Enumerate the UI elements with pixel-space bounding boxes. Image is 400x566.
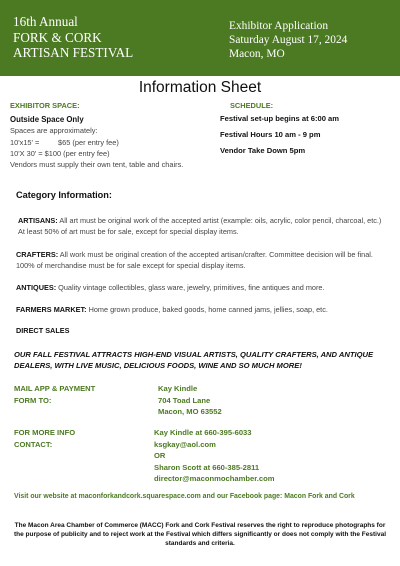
schedule-section bbox=[220, 114, 395, 162]
fee-row: 10'x15' = $65 (per entry fee) bbox=[10, 137, 119, 147]
fee-row: 10'X 30' = $100 (per entry fee) bbox=[10, 148, 110, 158]
crafters-paragraph: CRAFTERS: All work must be original creation of the accepted artisan/crafter. Committee decision will be final. 100% of merchandise must be for sale except for special display items. bbox=[16, 250, 373, 270]
schedule-heading: SCHEDULE: bbox=[230, 101, 274, 110]
mail-address: Kay Kindle 704 Toad Lane Macon, MO 63552 bbox=[158, 384, 222, 417]
farmers-market-paragraph: FARMERS MARKET: Home grown produce, baked goods, home canned jams, jellies, soap, etc. bbox=[16, 305, 328, 314]
approx-text: Spaces are approximately: bbox=[10, 126, 98, 136]
category-heading: Category Information: bbox=[16, 190, 112, 200]
direct-sales: DIRECT SALES bbox=[16, 326, 70, 335]
schedule-item: Festival Hours 10 am - 9 pm bbox=[220, 130, 321, 139]
exhibitor-space-section bbox=[10, 114, 230, 170]
vendor-note: Vendors must supply their own tent, table and chairs. bbox=[10, 160, 184, 170]
footer-disclaimer: The Macon Area Chamber of Commerce (MACC) Fork and Cork Festival reserves the right to reproduce photographs for the purpose of publicity and to reject work at the Festival which differs significantly or does not comply with the Festival standards and criteria. bbox=[14, 522, 387, 548]
mail-label: MAIL APP & PAYMENT FORM TO: bbox=[14, 384, 96, 405]
antiques-paragraph: ANTIQUES: Quality vintage collectibles, glass ware, jewelry, primitives, fine antiques and more. bbox=[16, 283, 325, 292]
festival-slogan: OUR FALL FESTIVAL ATTRACTS HIGH-END VISUAL ARTISTS, QUALITY CRAFTERS, AND ANTIQUE DEALERS, WITH LIVE MUSIC, DELICIOUS FOODS, WINE AND SO MUCH MORE! bbox=[14, 350, 374, 371]
website-note: Visit our website at maconforkandcork.squarespace.com and our Facebook page: Macon Fork and Cork bbox=[14, 493, 355, 500]
info-label: FOR MORE INFO CONTACT: bbox=[14, 428, 76, 449]
schedule-item: Vendor Take Down 5pm bbox=[220, 146, 306, 155]
header-banner bbox=[0, 0, 400, 76]
schedule-item: Festival set-up begins at 6:00 am bbox=[220, 114, 340, 123]
event-details: Exhibitor Application Saturday August 17, 2024 Macon, MO bbox=[229, 20, 348, 61]
outside-space: Outside Space Only bbox=[10, 115, 84, 124]
festival-name: 16th Annual FORK & CORK ARTISAN FESTIVAL bbox=[13, 14, 134, 61]
artisans-paragraph: ARTISANS: All art must be original work of the accepted artist (example: oils, acrylic, color pencil, charcoal, etc.) At least 50% of art must be for sale, except for special display items. bbox=[18, 216, 382, 236]
page-title: Information Sheet bbox=[138, 79, 262, 96]
email-link[interactable]: director@maconmochamber.com bbox=[154, 474, 275, 484]
contact-info: Kay Kindle at 660-395-6033 ksgkay@aol.com OR Sharon Scott at 660-385-2811 director@maconmochamber.com bbox=[154, 428, 275, 484]
exhibitor-heading: EXHIBITOR SPACE: bbox=[10, 101, 80, 110]
email-link[interactable]: ksgkay@aol.com bbox=[154, 439, 216, 449]
